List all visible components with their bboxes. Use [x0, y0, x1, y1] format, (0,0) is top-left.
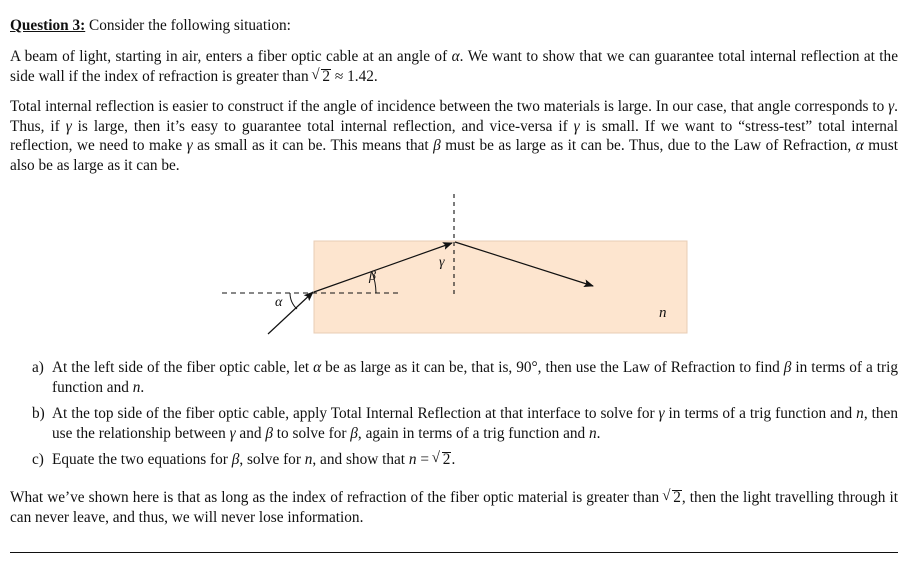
gamma-label: γ — [439, 255, 445, 270]
beta-symbol: β — [433, 137, 441, 154]
item-body — [52, 404, 898, 443]
item-a-text-3: in terms of a trig function and — [52, 359, 898, 396]
question-intro: Consider the following situation: — [89, 17, 291, 34]
item-b-text-6: , again in terms of a trig function and — [357, 424, 590, 442]
gamma-symbol: γ — [888, 98, 895, 115]
alpha-angle-arc — [290, 293, 297, 309]
item-b-text-7: . — [596, 424, 601, 442]
sqrt-2 — [442, 452, 452, 467]
gamma-symbol: γ — [186, 137, 193, 154]
p2-s6: must be as large as it can be. Thus, due to the Law of Refraction, — [440, 137, 856, 154]
gamma-symbol: γ — [65, 117, 72, 135]
n-label: n — [659, 305, 667, 321]
conclusion-text-2: , then the light travelling through it can never leave, and thus, we will never lose information. — [10, 489, 899, 526]
alpha-symbol: α — [451, 48, 460, 65]
p2-s2: . Thus, if — [10, 98, 898, 135]
sqrt-arg: 2 — [322, 67, 331, 85]
paragraph-1 — [10, 47, 898, 86]
p1-text-a: A beam of light, starting in air, enters a fiber optic cable at an angle of — [10, 48, 452, 65]
item-b-text-2: in terms of a trig function and — [664, 405, 857, 422]
p2-s4: is small. If we want to “stress-test” total internal reflection, we need to make — [10, 117, 898, 154]
beta-symbol: β — [265, 424, 273, 442]
item-b-text-5: to solve for — [272, 424, 351, 442]
item-b-text-3: , then use the relationship between — [52, 405, 898, 442]
item-label: b) — [32, 405, 45, 422]
alpha-symbol: α — [855, 137, 864, 154]
item-c-text-5: . — [451, 451, 456, 468]
item-label: c) — [32, 451, 44, 468]
list-item-b — [32, 404, 898, 443]
beta-symbol: β — [350, 424, 358, 442]
p2-s7: must also be as large as it can be. — [10, 137, 898, 174]
alpha-symbol: α — [313, 359, 322, 376]
item-c-text-4: = — [416, 451, 433, 468]
question-title: Question 3: — [10, 17, 86, 34]
item-body — [52, 450, 898, 470]
item-c-text-1: Equate the two equations for — [52, 451, 232, 468]
list-item-a — [32, 358, 898, 397]
p2-s3: is large, then it’s easy to guarantee total internal reflection, and vice-versa if — [71, 117, 574, 135]
conclusion-paragraph — [10, 488, 898, 527]
beta-symbol: β — [783, 359, 792, 376]
n-symbol: n — [132, 378, 141, 396]
beta-symbol: β — [231, 451, 240, 468]
alpha-label: α — [275, 295, 283, 310]
beta-label: β — [369, 269, 376, 284]
p2-s5: as small as it can be. This means that — [192, 137, 434, 154]
gamma-symbol: γ — [229, 424, 236, 442]
item-c-text-3: , and show that — [312, 451, 409, 468]
fiber-optic-cable — [314, 241, 687, 333]
fiber-optic-diagram — [0, 180, 907, 340]
sqrt-2 — [321, 69, 331, 84]
p1-text-b: . We want to show that we can guarantee total internal reflection at the side wall if the index of refraction is greater than — [10, 48, 898, 85]
gamma-symbol: γ — [658, 405, 665, 422]
p1-text-c: ≈ 1.42. — [331, 67, 378, 85]
sqrt-arg: 2 — [673, 489, 681, 506]
sqrt-arg: 2 — [442, 451, 451, 468]
sqrt-2 — [672, 490, 682, 505]
n-symbol: n — [589, 424, 597, 442]
item-a-text-2: be as large as it can be, that is, 90°, then use the Law of Refraction to find — [321, 359, 784, 376]
n-symbol: n — [408, 451, 417, 468]
item-a-text-1: At the left side of the fiber optic cable, let — [52, 359, 314, 376]
n-symbol: n — [856, 405, 864, 422]
item-b-text-1: At the top side of the fiber optic cable, apply Total Internal Reflection at that interface to solve for — [52, 405, 659, 422]
item-b-text-4: and — [235, 424, 266, 442]
question-header — [10, 16, 898, 36]
item-a-text-4: . — [140, 378, 145, 396]
conclusion-text-1: What we’ve shown here is that as long as the index of refraction of the fiber optic material is greater than — [10, 489, 664, 506]
n-symbol: n — [304, 451, 313, 468]
paragraph-2 — [10, 97, 898, 175]
p2-s1: Total internal reflection is easier to construct if the angle of incidence between the two materials is large. In our case, that angle corresponds to — [10, 98, 889, 115]
item-body — [52, 358, 898, 397]
list-item-c — [32, 450, 898, 470]
item-label: a) — [32, 359, 44, 376]
item-c-text-2: , solve for — [239, 451, 305, 468]
bottom-rule — [10, 552, 898, 553]
gamma-symbol: γ — [573, 117, 580, 135]
